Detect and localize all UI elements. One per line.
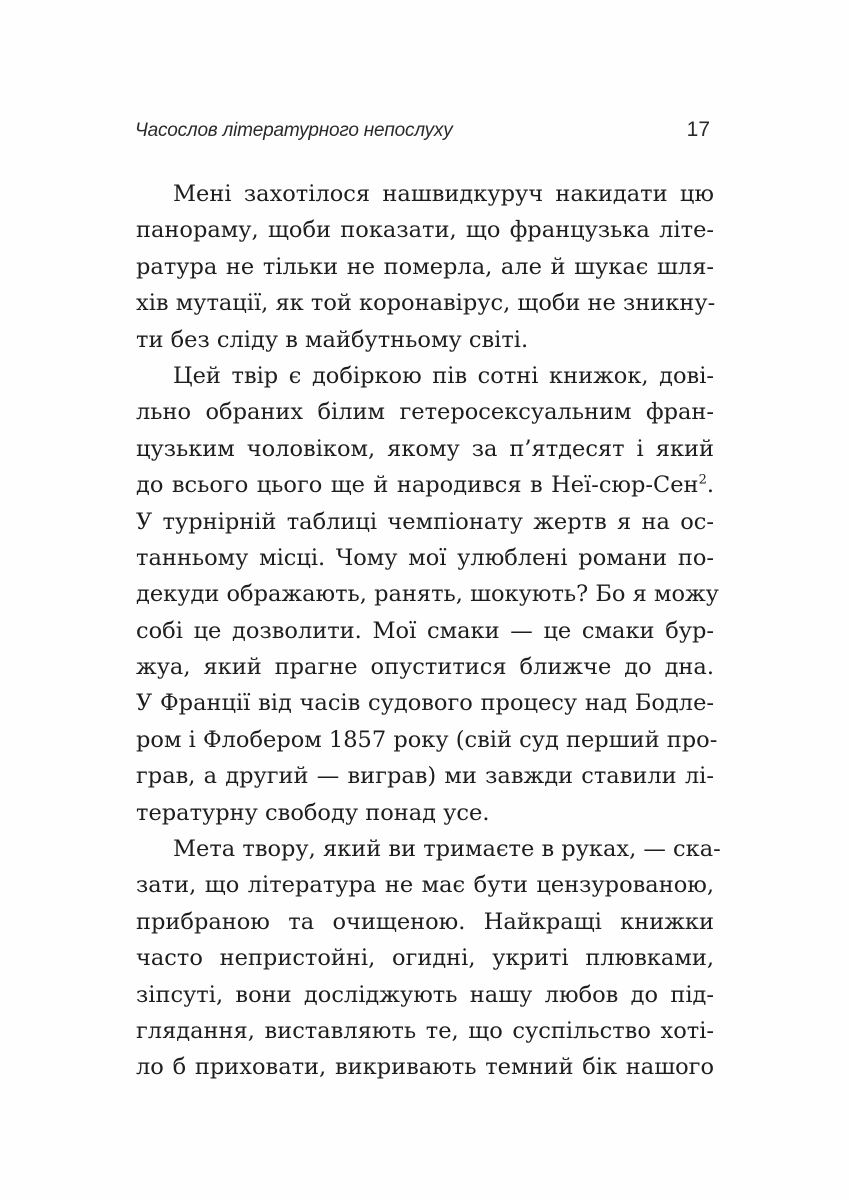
text-line: декуди ображають, ранять, шокують? Бо я можу (136, 581, 719, 608)
text-line: У Франції від часів судового процесу над Бодле- (136, 690, 714, 717)
running-title: Часослов літературного непослуху (135, 120, 453, 141)
paragraph-2 (136, 358, 719, 831)
text-line: цузьким чоловіком, якому за п’ятдесят і який (136, 435, 714, 462)
text-line: ти без сліду в майбутньому світі. (136, 326, 529, 353)
text-line: льно обраних білим гетеросексуальним фран- (136, 399, 714, 426)
text-line: танньому місці. Чому мої улюблені романи по- (136, 544, 714, 571)
text-line: ром і Флобером 1857 року (свій суд перший про- (136, 726, 718, 753)
text-line: часто непристойні, огидні, укриті плювками, (136, 945, 714, 972)
text-line: У турнірній таблиці чемпіонату жертв я на ос- (136, 508, 714, 535)
text-line: Мені захотілося нашвидкуруч накидати цю (173, 181, 714, 207)
paragraph-1 (136, 176, 714, 358)
text-line: панораму, щоби показати, що французька літе- (136, 217, 714, 244)
paragraph-3 (136, 831, 721, 1086)
text-line: тературну свободу понад усе. (136, 799, 490, 826)
body-text (136, 176, 721, 1086)
text-line: глядання, виставляють те, що суспільство хоті- (136, 1017, 714, 1044)
text-line-with-footnote (136, 467, 714, 503)
text-line: хів мутації, як той коронавірус, щоби не зникну- (136, 290, 716, 317)
text-line: Цей твір є добіркою пів сотні книжок, дові- (173, 362, 714, 389)
footnote-reference[interactable]: 2 (698, 472, 707, 488)
running-head (135, 118, 710, 148)
text-line: ло б приховати, викривають темний бік нашого (136, 1054, 714, 1081)
page-number: 17 (686, 118, 710, 141)
text-line: зіпсуті, вони досліджують нашу любов до під- (136, 981, 714, 1008)
text-line: грав, а другий — виграв) ми завжди ставили лі- (136, 763, 714, 790)
text-line: жуа, який прагне опуститися ближче до дна. (136, 654, 714, 681)
text-line: прибраною та очищеною. Найкращі книжки (136, 908, 714, 935)
footnote-trailing-punct: . (706, 472, 714, 499)
text-line: собі це дозволити. Мої смаки — це смаки бур- (136, 617, 714, 644)
text-line: ратура не тільки не померла, але й шукає шля- (136, 253, 714, 280)
text-line-content: до всього цього ще й народився в Неї-сюр-Сен (136, 472, 699, 499)
text-line: зати, що література не має бути цензурованою, (136, 872, 714, 899)
text-line: Мета твору, який ви тримаєте в руках, — ска- (173, 836, 721, 863)
